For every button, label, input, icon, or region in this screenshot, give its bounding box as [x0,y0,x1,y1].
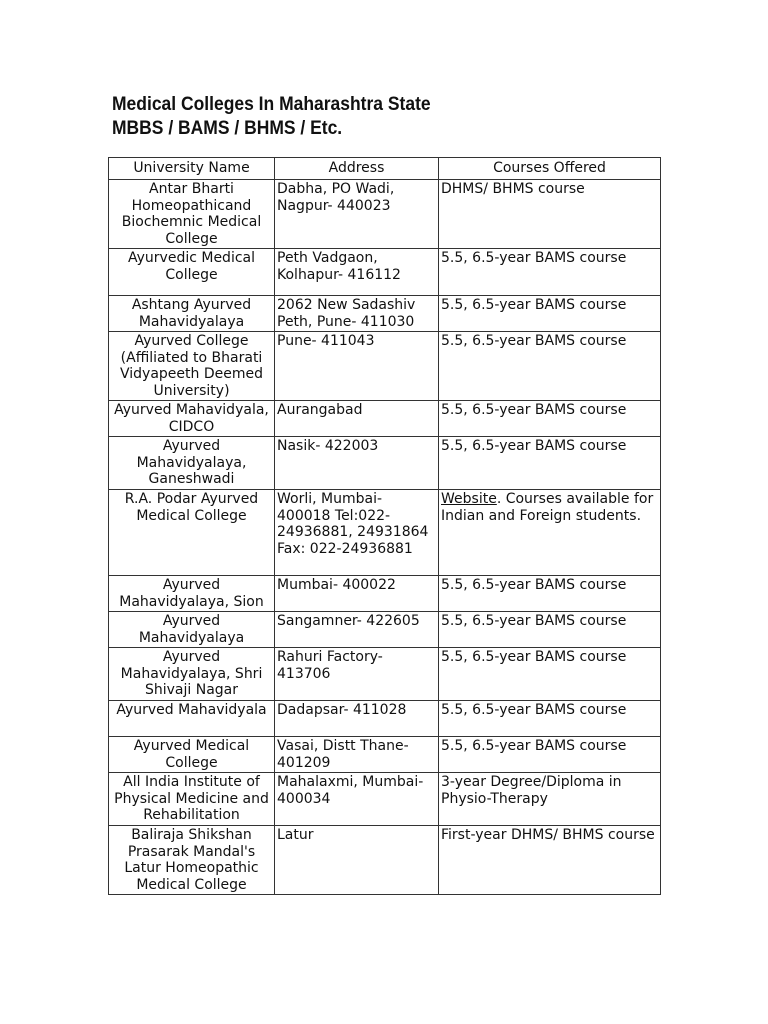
table-row [109,332,661,401]
table-row [109,401,661,437]
table-row [109,249,661,296]
cell-address: Nasik- 422003 [275,437,439,490]
cell-courses: 5.5, 6.5-year BAMS course [439,612,661,648]
cell-university-name: Ayurved Mahavidyalaya, Sion [109,576,275,612]
page-title [112,93,627,141]
cell-university-name: Ayurved Mahavidyalaya, Shri Shivaji Nagar [109,648,275,701]
table-row [109,701,661,737]
cell-address: 2062 New Sadashiv Peth, Pune- 411030 [275,296,439,332]
table-row [109,826,661,895]
cell-university-name: Ayurved Medical College [109,737,275,773]
cell-address: Latur [275,826,439,895]
table-row [109,737,661,773]
table-row [109,437,661,490]
cell-courses: DHMS/ BHMS course [439,180,661,249]
cell-courses: 5.5, 6.5-year BAMS course [439,401,661,437]
cell-university-name: Ayurvedic Medical College [109,249,275,296]
cell-address: Dabha, PO Wadi, Nagpur- 440023 [275,180,439,249]
header-university-name: University Name [109,158,275,180]
cell-courses: 5.5, 6.5-year BAMS course [439,437,661,490]
cell-courses: 5.5, 6.5-year BAMS course [439,576,661,612]
website-link[interactable]: Website [441,491,497,507]
table-row [109,612,661,648]
cell-address: Pune- 411043 [275,332,439,401]
header-courses-offered: Courses Offered [439,158,661,180]
cell-courses: 5.5, 6.5-year BAMS course [439,332,661,401]
cell-address: Peth Vadgaon, Kolhapur- 416112 [275,249,439,296]
cell-university-name: All India Institute of Physical Medicine and Rehabilitation [109,773,275,826]
cell-address: Worli, Mumbai- 400018 Tel:022-24936881, 24931864 Fax: 022-24936881 [275,490,439,576]
cell-address: Vasai, Distt Thane- 401209 [275,737,439,773]
cell-courses [439,490,661,576]
cell-courses: 5.5, 6.5-year BAMS course [439,296,661,332]
cell-courses: 5.5, 6.5-year BAMS course [439,249,661,296]
cell-university-name: Baliraja Shikshan Prasarak Mandal's Latur Homeopathic Medical College [109,826,275,895]
cell-university-name: R.A. Podar Ayurved Medical College [109,490,275,576]
title-line-2: MBBS / BAMS / BHMS / Etc. [112,118,343,139]
cell-university-name: Antar Bharti Homeopathicand Biochemnic Medical College [109,180,275,249]
cell-address: Aurangabad [275,401,439,437]
colleges-table [108,157,661,895]
title-line-1: Medical Colleges In Maharashtra State [112,94,431,115]
cell-courses: 5.5, 6.5-year BAMS course [439,648,661,701]
table-header-row [109,158,661,180]
cell-university-name: Ashtang Ayurved Mahavidyalaya [109,296,275,332]
cell-university-name: Ayurved College (Affiliated to Bharati Vidyapeeth Deemed University) [109,332,275,401]
cell-university-name: Ayurved Mahavidyala, CIDCO [109,401,275,437]
cell-address: Sangamner- 422605 [275,612,439,648]
cell-courses: 5.5, 6.5-year BAMS course [439,701,661,737]
cell-courses: 5.5, 6.5-year BAMS course [439,737,661,773]
table-row [109,180,661,249]
cell-university-name: Ayurved Mahavidyalaya, Ganeshwadi [109,437,275,490]
cell-address: Dadapsar- 411028 [275,701,439,737]
table-row [109,773,661,826]
table-row [109,648,661,701]
cell-courses: First-year DHMS/ BHMS course [439,826,661,895]
cell-address: Mumbai- 400022 [275,576,439,612]
table-row [109,296,661,332]
courses-text: . Courses available for Indian and Foreign students. [441,491,654,524]
cell-address: Mahalaxmi, Mumbai- 400034 [275,773,439,826]
cell-courses: 3-year Degree/Diploma in Physio-Therapy [439,773,661,826]
table-row [109,576,661,612]
table-row [109,490,661,576]
cell-university-name: Ayurved Mahavidyala [109,701,275,737]
header-address: Address [275,158,439,180]
cell-university-name: Ayurved Mahavidyalaya [109,612,275,648]
cell-address: Rahuri Factory- 413706 [275,648,439,701]
